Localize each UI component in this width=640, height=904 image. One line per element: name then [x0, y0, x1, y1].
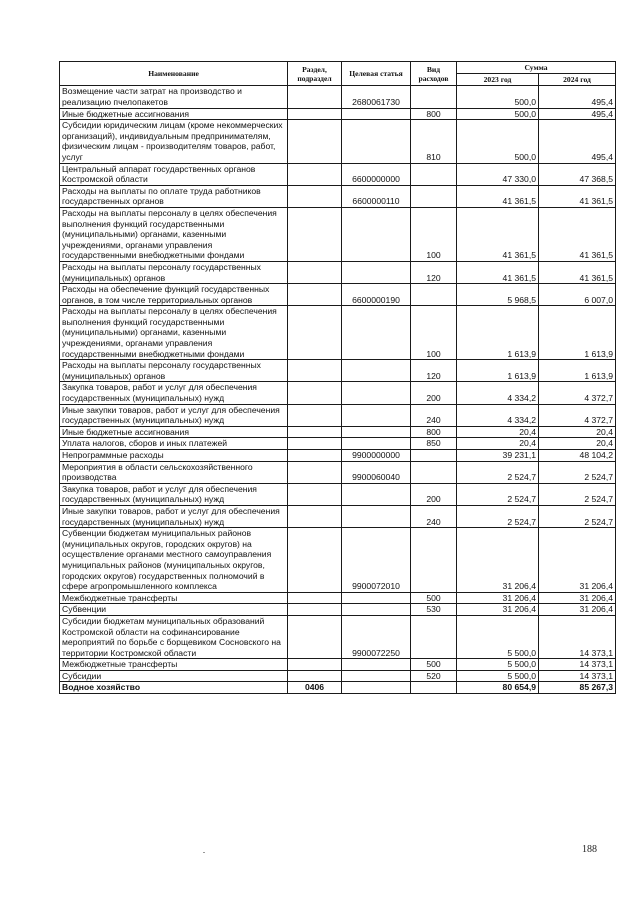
row-2024-cell: 85 267,3 [539, 682, 616, 694]
row-target-cell: 6600000110 [342, 185, 411, 207]
row-2023-cell: 1 613,9 [457, 360, 539, 382]
row-name-cell: Иные бюджетные ассигнования [60, 108, 288, 120]
row-2024-cell: 1 613,9 [539, 360, 616, 382]
row-kind-cell: 800 [411, 108, 457, 120]
row-kind-cell: 240 [411, 505, 457, 527]
row-name-cell: Межбюджетные трансферты [60, 659, 288, 671]
row-kind-cell: 240 [411, 404, 457, 426]
row-2023-cell: 47 330,0 [457, 163, 539, 185]
row-target-cell: 9900072010 [342, 528, 411, 593]
row-name-cell: Уплата налогов, сборов и иных платежей [60, 438, 288, 450]
row-kind-cell [411, 528, 457, 593]
row-kind-cell: 810 [411, 120, 457, 163]
row-target-cell [342, 682, 411, 694]
row-2023-cell: 1 613,9 [457, 306, 539, 360]
col-section-header: Раздел, подраздел [288, 62, 342, 86]
scan-speck [203, 852, 205, 853]
row-section-cell [288, 670, 342, 682]
row-kind-cell [411, 86, 457, 108]
row-2024-cell: 31 206,4 [539, 604, 616, 616]
row-2023-cell: 31 206,4 [457, 528, 539, 593]
row-2023-cell: 80 654,9 [457, 682, 539, 694]
row-target-cell [342, 382, 411, 404]
row-section-cell [288, 284, 342, 306]
row-target-cell: 9900060040 [342, 461, 411, 483]
row-2023-cell: 5 500,0 [457, 659, 539, 671]
table-row [60, 528, 616, 593]
table-row [60, 108, 616, 120]
row-target-cell [342, 659, 411, 671]
row-2024-cell: 495,4 [539, 120, 616, 163]
row-section-cell [288, 505, 342, 527]
table-row [60, 438, 616, 450]
row-2023-cell: 2 524,7 [457, 483, 539, 505]
row-2023-cell: 4 334,2 [457, 404, 539, 426]
budget-table [59, 61, 616, 694]
row-section-cell [288, 528, 342, 593]
row-2024-cell: 20,4 [539, 426, 616, 438]
row-target-cell [342, 505, 411, 527]
row-name-cell: Субвенции [60, 604, 288, 616]
row-kind-cell [411, 163, 457, 185]
row-kind-cell: 500 [411, 592, 457, 604]
row-2024-cell: 1 613,9 [539, 306, 616, 360]
row-name-cell: Расходы на выплаты персоналу государственных (муниципальных) органов [60, 360, 288, 382]
row-section-cell [288, 438, 342, 450]
row-2024-cell: 495,4 [539, 86, 616, 108]
row-name-cell: Возмещение части затрат на производство и реализацию пчелопакетов [60, 86, 288, 108]
row-kind-cell: 530 [411, 604, 457, 616]
col-kind-header: Вид расходов [411, 62, 457, 86]
row-name-cell: Иные закупки товаров, работ и услуг для обеспечения государственных (муниципальных) нужд [60, 404, 288, 426]
row-target-cell [342, 306, 411, 360]
row-name-cell: Субвенции бюджетам муниципальных районов (муниципальных округов, городских округов) на осуществление органами местного самоуправления муниципальных районов (муниципальных округов, городских округов) государственных полномочий в сфере агропромышленного комплекса [60, 528, 288, 593]
row-2024-cell: 6 007,0 [539, 284, 616, 306]
col-name-header: Наименование [60, 62, 288, 86]
row-name-cell: Центральный аппарат государственных органов Костромской области [60, 163, 288, 185]
row-kind-cell: 500 [411, 659, 457, 671]
row-section-cell: 0406 [288, 682, 342, 694]
row-2023-cell: 41 361,5 [457, 207, 539, 261]
col-target-header: Целевая статья [342, 62, 411, 86]
row-kind-cell [411, 185, 457, 207]
row-name-cell: Субсидии юридическим лицам (кроме некоммерческих организаций), индивидуальным предпринимателям, физическим лицам - производителям товаров, работ, услуг [60, 120, 288, 163]
row-kind-cell: 100 [411, 207, 457, 261]
row-target-cell [342, 108, 411, 120]
row-section-cell [288, 382, 342, 404]
table-row [60, 659, 616, 671]
row-section-cell [288, 483, 342, 505]
row-2024-cell: 2 524,7 [539, 483, 616, 505]
row-2023-cell: 5 500,0 [457, 670, 539, 682]
row-2023-cell: 4 334,2 [457, 382, 539, 404]
row-section-cell [288, 604, 342, 616]
row-name-cell: Расходы на выплаты персоналу в целях обеспечения выполнения функций государственными (муниципальными) органами, казенными учреждениями, органами управления государственными внебюджетными фондами [60, 306, 288, 360]
row-2024-cell: 14 373,1 [539, 659, 616, 671]
table-row [60, 670, 616, 682]
page-number: 188 [582, 844, 597, 855]
row-2024-cell: 31 206,4 [539, 592, 616, 604]
row-2024-cell: 31 206,4 [539, 528, 616, 593]
row-name-cell: Расходы на обеспечение функций государственных органов, в том числе территориальных органов [60, 284, 288, 306]
row-target-cell: 6600000000 [342, 163, 411, 185]
row-section-cell [288, 592, 342, 604]
row-section-cell [288, 450, 342, 462]
row-2023-cell: 500,0 [457, 120, 539, 163]
row-name-cell: Иные бюджетные ассигнования [60, 426, 288, 438]
table-row [60, 284, 616, 306]
table-row [60, 615, 616, 658]
row-2023-cell: 5 500,0 [457, 615, 539, 658]
row-2023-cell: 41 361,5 [457, 185, 539, 207]
row-2024-cell: 14 373,1 [539, 615, 616, 658]
row-2024-cell: 2 524,7 [539, 505, 616, 527]
row-section-cell [288, 360, 342, 382]
col-sum-header: Сумма [457, 62, 616, 74]
row-target-cell [342, 360, 411, 382]
row-target-cell [342, 670, 411, 682]
row-section-cell [288, 207, 342, 261]
row-2023-cell: 500,0 [457, 108, 539, 120]
row-section-cell [288, 261, 342, 283]
row-name-cell: Закупка товаров, работ и услуг для обеспечения государственных (муниципальных) нужд [60, 483, 288, 505]
row-target-cell: 9900072250 [342, 615, 411, 658]
row-target-cell: 2680061730 [342, 86, 411, 108]
row-section-cell [288, 404, 342, 426]
row-2024-cell: 4 372,7 [539, 404, 616, 426]
row-target-cell [342, 592, 411, 604]
row-target-cell [342, 604, 411, 616]
table-row [60, 461, 616, 483]
row-target-cell [342, 261, 411, 283]
row-name-cell: Межбюджетные трансферты [60, 592, 288, 604]
row-target-cell [342, 120, 411, 163]
table-row [60, 261, 616, 283]
table-row [60, 185, 616, 207]
row-kind-cell: 200 [411, 483, 457, 505]
row-name-cell: Иные закупки товаров, работ и услуг для обеспечения государственных (муниципальных) нужд [60, 505, 288, 527]
row-2024-cell: 41 361,5 [539, 207, 616, 261]
row-2024-cell: 47 368,5 [539, 163, 616, 185]
table-total-row [60, 682, 616, 694]
row-2023-cell: 5 968,5 [457, 284, 539, 306]
table-row [60, 426, 616, 438]
table-header [60, 62, 616, 86]
row-2023-cell: 31 206,4 [457, 604, 539, 616]
row-section-cell [288, 185, 342, 207]
table-row [60, 207, 616, 261]
row-kind-cell: 200 [411, 382, 457, 404]
row-2024-cell: 4 372,7 [539, 382, 616, 404]
table-row [60, 450, 616, 462]
table-body [60, 86, 616, 694]
row-kind-cell [411, 450, 457, 462]
row-2024-cell: 20,4 [539, 438, 616, 450]
row-2023-cell: 500,0 [457, 86, 539, 108]
row-target-cell [342, 438, 411, 450]
row-name-cell: Расходы на выплаты по оплате труда работников государственных органов [60, 185, 288, 207]
row-name-cell: Закупка товаров, работ и услуг для обеспечения государственных (муниципальных) нужд [60, 382, 288, 404]
row-target-cell [342, 207, 411, 261]
row-section-cell [288, 86, 342, 108]
row-target-cell: 6600000190 [342, 284, 411, 306]
row-section-cell [288, 163, 342, 185]
row-kind-cell [411, 284, 457, 306]
row-name-cell: Расходы на выплаты персоналу в целях обеспечения выполнения функций государственными (муниципальными) органами, казенными учреждениями, органами управления государственными внебюджетными фондами [60, 207, 288, 261]
row-section-cell [288, 426, 342, 438]
row-name-cell: Непрограммные расходы [60, 450, 288, 462]
row-kind-cell: 120 [411, 360, 457, 382]
row-2023-cell: 31 206,4 [457, 592, 539, 604]
row-2024-cell: 14 373,1 [539, 670, 616, 682]
row-name-cell: Водное хозяйство [60, 682, 288, 694]
row-2024-cell: 41 361,5 [539, 261, 616, 283]
row-section-cell [288, 659, 342, 671]
table-row [60, 592, 616, 604]
row-section-cell [288, 120, 342, 163]
row-section-cell [288, 108, 342, 120]
row-2023-cell: 2 524,7 [457, 461, 539, 483]
table-row [60, 382, 616, 404]
table-row [60, 163, 616, 185]
table-row [60, 86, 616, 108]
row-2023-cell: 39 231,1 [457, 450, 539, 462]
row-kind-cell: 120 [411, 261, 457, 283]
row-section-cell [288, 615, 342, 658]
table-row [60, 360, 616, 382]
row-kind-cell: 520 [411, 670, 457, 682]
col-2023-header: 2023 год [457, 74, 539, 86]
row-2024-cell: 495,4 [539, 108, 616, 120]
row-kind-cell: 100 [411, 306, 457, 360]
row-kind-cell [411, 682, 457, 694]
row-target-cell [342, 404, 411, 426]
table-row [60, 120, 616, 163]
row-kind-cell: 800 [411, 426, 457, 438]
row-2023-cell: 2 524,7 [457, 505, 539, 527]
row-2024-cell: 41 361,5 [539, 185, 616, 207]
row-target-cell: 9900000000 [342, 450, 411, 462]
row-2024-cell: 48 104,2 [539, 450, 616, 462]
row-kind-cell [411, 461, 457, 483]
row-section-cell [288, 306, 342, 360]
row-target-cell [342, 426, 411, 438]
row-kind-cell [411, 615, 457, 658]
row-2023-cell: 20,4 [457, 438, 539, 450]
row-name-cell: Расходы на выплаты персоналу государственных (муниципальных) органов [60, 261, 288, 283]
row-name-cell: Субсидии [60, 670, 288, 682]
table-row [60, 604, 616, 616]
row-target-cell [342, 483, 411, 505]
row-kind-cell: 850 [411, 438, 457, 450]
row-2023-cell: 41 361,5 [457, 261, 539, 283]
row-2023-cell: 20,4 [457, 426, 539, 438]
row-name-cell: Субсидии бюджетам муниципальных образований Костромской области на софинансирование мероприятий по борьбе с борщевиком Сосновского на территории Костромской области [60, 615, 288, 658]
row-2024-cell: 2 524,7 [539, 461, 616, 483]
row-section-cell [288, 461, 342, 483]
table-row [60, 306, 616, 360]
table-row [60, 483, 616, 505]
col-2024-header: 2024 год [539, 74, 616, 86]
row-name-cell: Мероприятия в области сельскохозяйственного производства [60, 461, 288, 483]
table-row [60, 404, 616, 426]
table-row [60, 505, 616, 527]
